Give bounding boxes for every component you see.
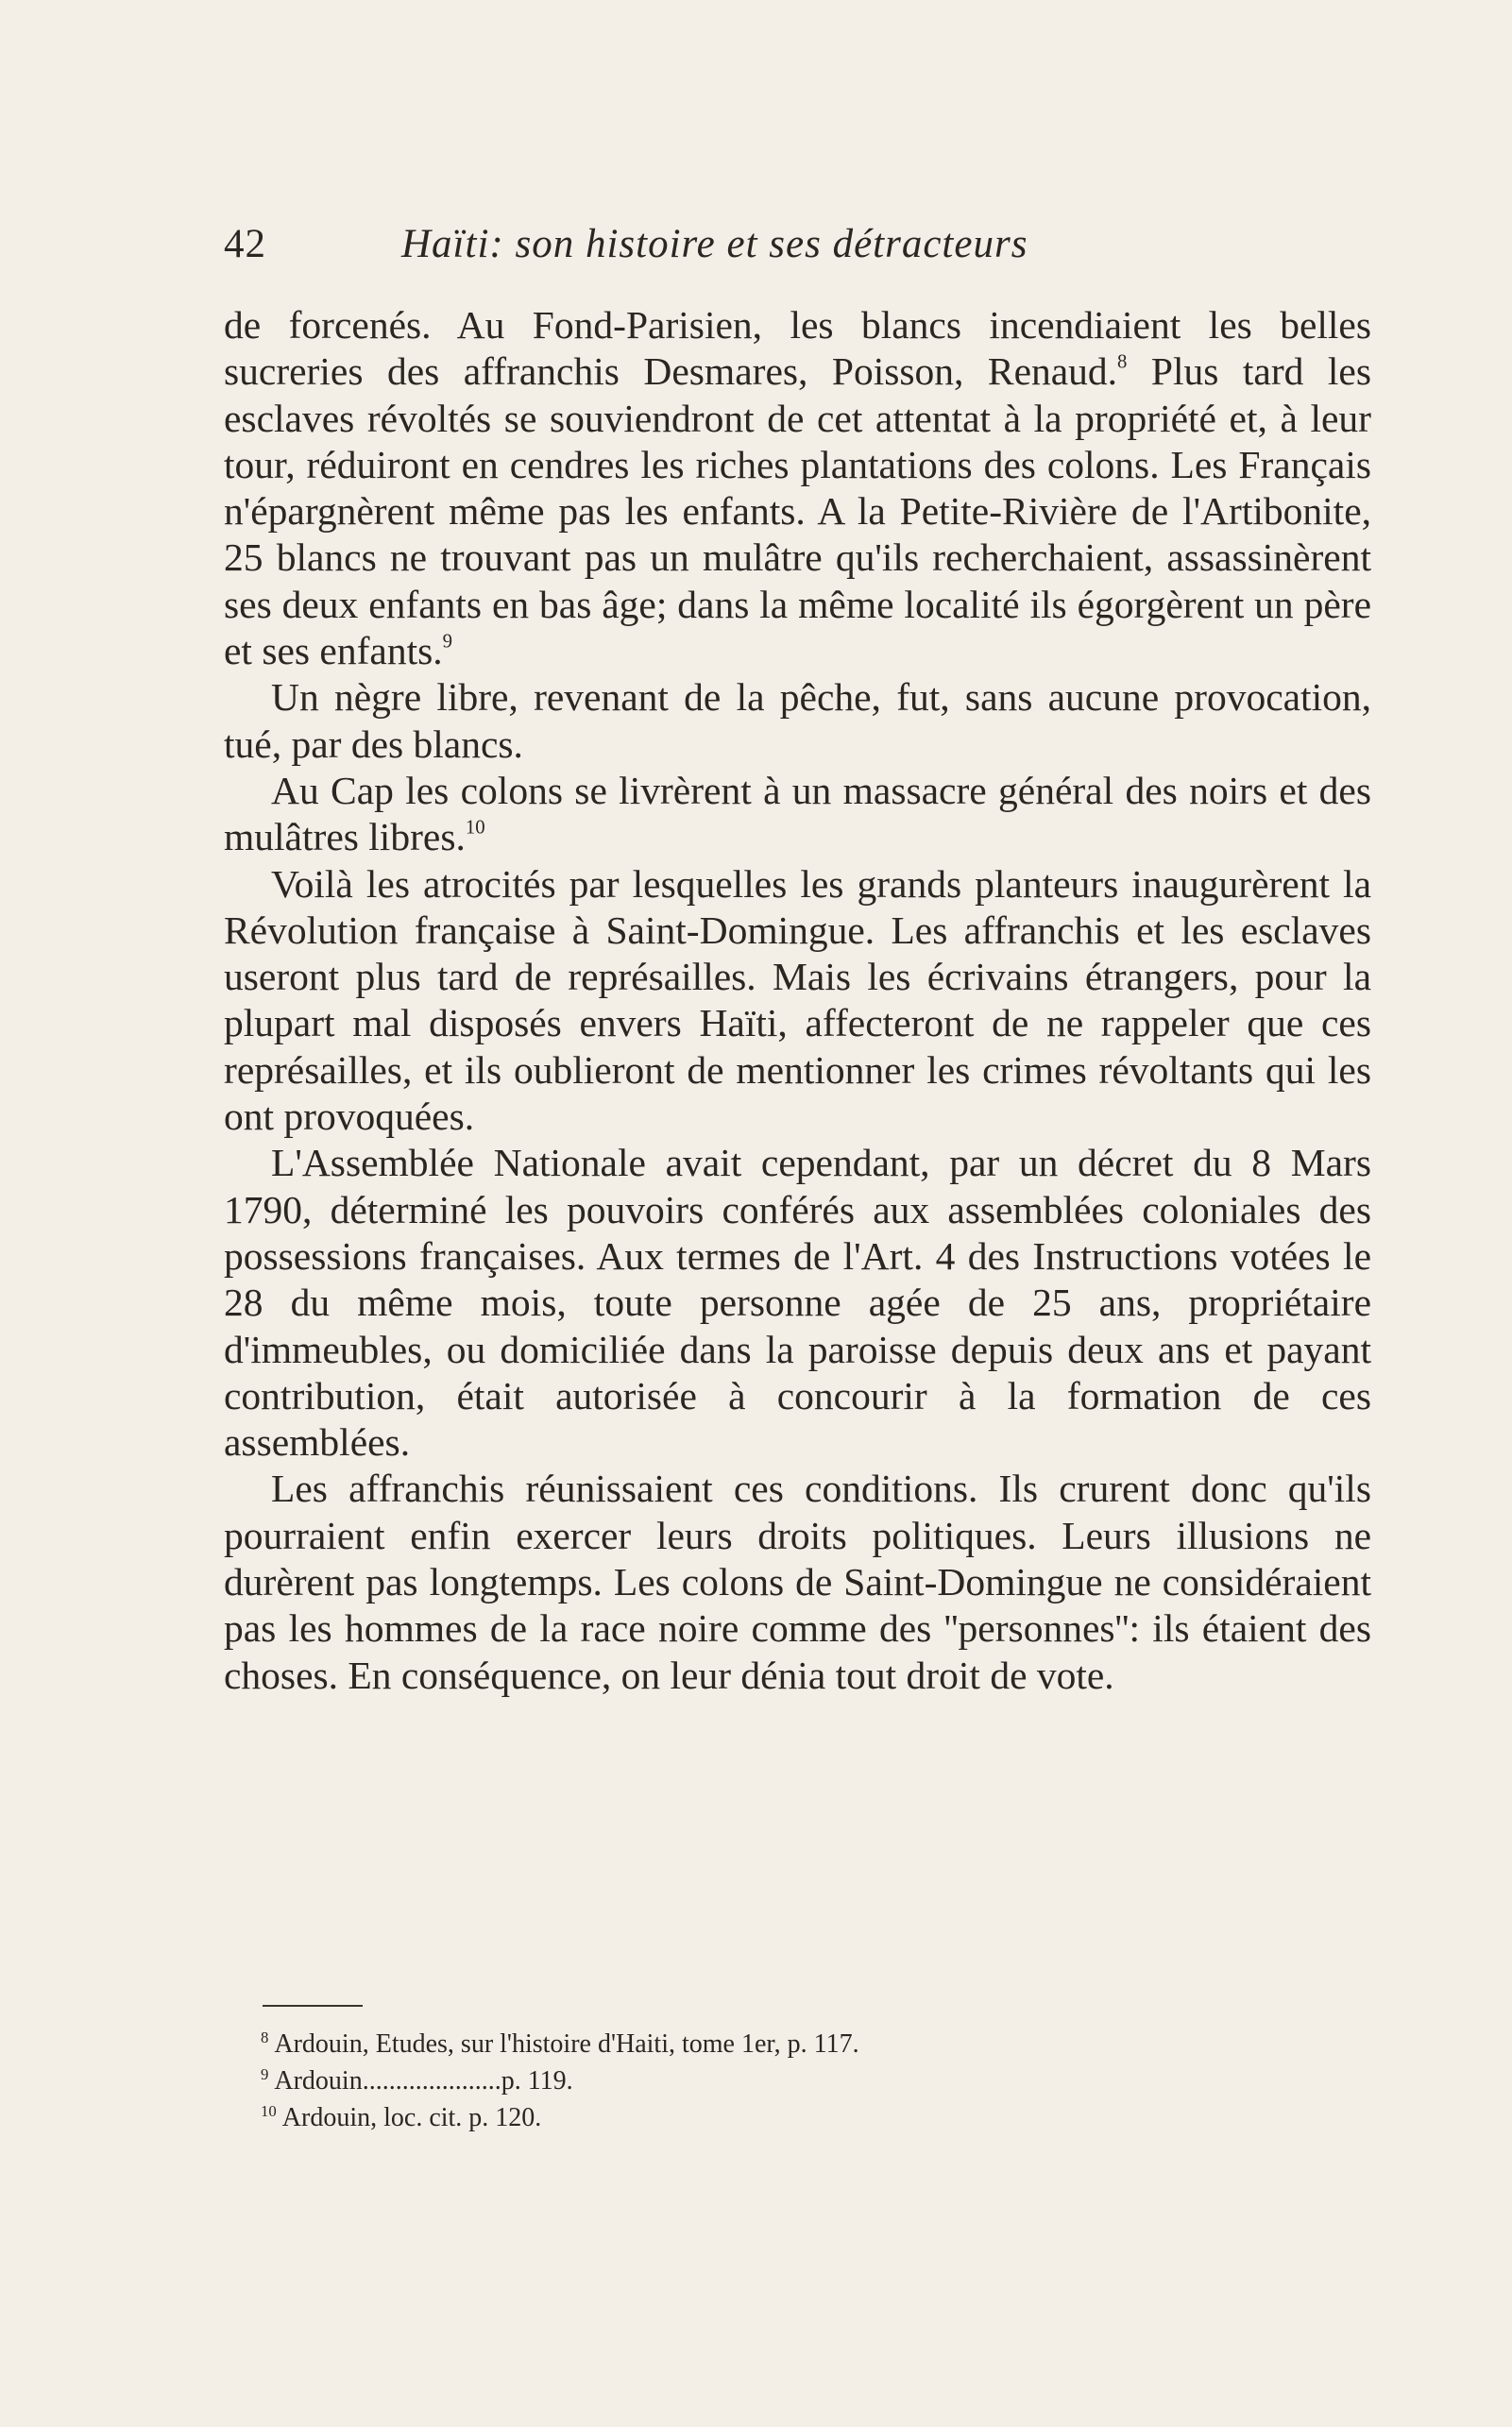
footnote-text: Ardouin.....................p. 119. bbox=[274, 2066, 573, 2096]
footnote-separator bbox=[263, 2005, 363, 2007]
paragraph-text: Au Cap les colons se livrèrent à un massacre général des noirs et des mulâtres libres. bbox=[224, 768, 1371, 859]
footnote bbox=[261, 2060, 1252, 2096]
footnote bbox=[261, 2023, 1252, 2060]
footnote bbox=[261, 2096, 1252, 2133]
paragraph bbox=[224, 302, 1371, 674]
body-text bbox=[224, 302, 1371, 1699]
paragraph-text: de forcenés. Au Fond-Parisien, les blancs incendiaient les belles sucreries des affranchis Desmares, Poisson, Renaud. bbox=[224, 303, 1371, 394]
paragraph-text: L'Assemblée Nationale avait cependant, par un décret du 8 Mars 1790, déterminé les pouvoirs conférés aux assemblées coloniales des possessions françaises. Aux termes de l'Art. 4 des Instructions votées le 28 du même mois, toute personne agée de 25 ans, propriétaire d'immeubles, ou domiciliée dans la paroisse depuis deux ans et payant contribution, était autorisée à concourir à la formation de ces assemblées. bbox=[224, 1141, 1371, 1465]
paragraph-text: Les affranchis réunissaient ces conditions. Ils crurent donc qu'ils pourraient enfin exercer leurs droits politiques. Leurs illusions ne durèrent pas longtemps. Les colons de Saint-Domingue ne considéraient pas les hommes de la race noire comme des ''personnes'': ils étaient des choses. En conséquence, on leur dénia tout droit de vote. bbox=[224, 1467, 1371, 1697]
paragraph bbox=[224, 1466, 1371, 1698]
running-title: Haïti: son histoire et ses détracteurs bbox=[401, 222, 1028, 266]
paragraph bbox=[224, 768, 1371, 861]
paragraph bbox=[224, 674, 1371, 768]
footnote-text: Ardouin, loc. cit. p. 120. bbox=[281, 2103, 542, 2133]
footnote-text: Ardouin, Etudes, sur l'histoire d'Haiti, tome 1er, p. 117. bbox=[274, 2029, 859, 2060]
page-number: 42 bbox=[224, 222, 266, 266]
paragraph bbox=[224, 1140, 1371, 1466]
footnote-marker: 9 bbox=[261, 2065, 269, 2084]
footnote-ref[interactable]: 10 bbox=[465, 817, 485, 839]
paragraph bbox=[224, 861, 1371, 1141]
paragraph-text: Plus tard les esclaves révoltés se souviendront de cet attentat à la propriété et, à leur tour, réduiront en cendres les riches plantations des colons. Les Français n'épargnèrent même pas les enfants. A la Petite-Rivière de l'Artibonite, 25 blancs ne trouvant pas un mulâtre qu'ils recherchaient, assassinèrent ses deux enfants en bas âge; dans la même localité ils égorgèrent un père et ses enfants. bbox=[224, 349, 1371, 673]
footnotes bbox=[261, 2023, 1252, 2133]
page-header bbox=[224, 221, 1189, 278]
footnote-marker: 8 bbox=[261, 2028, 269, 2046]
paragraph-text: Voilà les atrocités par lesquelles les grands planteurs inaugurèrent la Révolution française à Saint-Domingue. Les affranchis et les esclaves useront plus tard de représailles. Mais les écrivains étrangers, pour la plupart mal disposés envers Haïti, affecteront de ne rappeler que ces représailles, et ils oublieront de mentionner les crimes révoltants qui les ont provoquées. bbox=[224, 861, 1371, 1139]
paragraph-text: Un nègre libre, revenant de la pêche, fut, sans aucune provocation, tué, par des blancs. bbox=[224, 675, 1371, 766]
footnote-ref[interactable]: 9 bbox=[442, 631, 453, 653]
footnote-marker: 10 bbox=[261, 2102, 277, 2121]
footnote-ref[interactable]: 8 bbox=[1117, 351, 1128, 373]
